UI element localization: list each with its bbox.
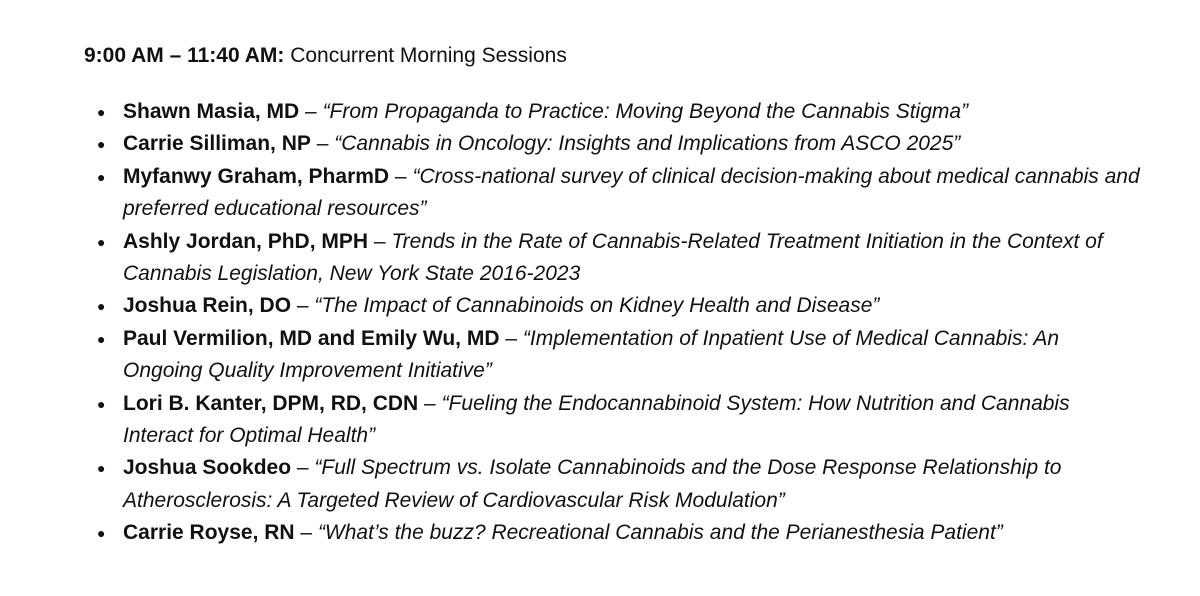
speaker-name: Joshua Rein, DO xyxy=(123,294,292,318)
list-item xyxy=(84,226,1143,291)
separator: – xyxy=(310,132,335,156)
talk-title: “Cannabis in Oncology: Insights and Implications from ASCO 2025” xyxy=(334,132,961,156)
speaker-name: Myfanwy Graham, PharmD xyxy=(123,164,390,188)
list-item xyxy=(84,517,1143,549)
bullet-icon: ● xyxy=(97,330,106,347)
bullet-icon: ● xyxy=(97,233,106,250)
list-item xyxy=(84,323,1143,388)
speaker-name: Paul Vermilion, MD and Emily Wu, MD xyxy=(123,326,500,350)
list-item xyxy=(84,128,1143,160)
bullet-icon: ● xyxy=(97,136,106,153)
separator: – xyxy=(499,326,523,350)
bullet-icon: ● xyxy=(97,395,106,412)
bullet-icon: ● xyxy=(97,525,106,542)
separator: – xyxy=(389,164,413,188)
talk-title: “Full Spectrum vs. Isolate Cannabinoids and the Dose Response Relationship to Atherosclerosis: A Targeted Review of Cardiovascular Risk Modulation” xyxy=(123,456,1062,512)
speaker-name: Lori B. Kanter, DPM, RD, CDN xyxy=(123,391,419,415)
bullet-icon: ● xyxy=(97,168,106,185)
list-item xyxy=(84,452,1143,517)
list-item xyxy=(84,96,1143,128)
bullet-icon: ● xyxy=(97,460,106,477)
talk-title: Trends in the Rate of Cannabis-Related Treatment Initiation in the Context of Cannabis Legislation, New York State 2016-2023 xyxy=(123,229,1103,286)
separator: – xyxy=(368,229,392,253)
talk-title: “Fueling the Endocannabinoid System: How Nutrition and Cannabis Interact for Optimal Health” xyxy=(123,391,1070,448)
bullet-icon: ● xyxy=(97,104,106,120)
speaker-name: Carrie Royse, RN xyxy=(123,521,295,545)
bullet-icon: ● xyxy=(97,298,106,315)
speaker-name: Shawn Masia, MD xyxy=(123,100,300,123)
speaker-name: Carrie Silliman, NP xyxy=(123,132,311,156)
talk-title: “Cross-national survey of clinical decision-making about medical cannabis and preferred educational resources” xyxy=(123,164,1140,221)
speaker-name: Joshua Sookdeo xyxy=(123,456,292,480)
talk-title: “What’s the buzz? Recreational Cannabis and the Perianesthesia Patient” xyxy=(317,521,1003,545)
list-item xyxy=(84,388,1143,453)
separator: – xyxy=(291,456,315,480)
separator: – xyxy=(418,391,442,415)
list-item xyxy=(84,161,1143,226)
session-heading xyxy=(84,40,1200,72)
session-list xyxy=(84,96,1200,550)
talk-title: “From Propaganda to Practice: Moving Beyond the Cannabis Stigma” xyxy=(322,100,969,123)
separator: – xyxy=(294,521,318,545)
session-time: 9:00 AM – 11:40 AM: xyxy=(84,44,285,67)
separator: – xyxy=(291,294,315,318)
speaker-name: Ashly Jordan, PhD, MPH xyxy=(123,229,369,253)
talk-title: “The Impact of Cannabinoids on Kidney Health and Disease” xyxy=(314,294,880,318)
list-item xyxy=(84,290,1143,322)
session-title: Concurrent Morning Sessions xyxy=(290,44,567,67)
separator: – xyxy=(299,100,323,123)
talk-title: “Implementation of Inpatient Use of Medical Cannabis: An Ongoing Quality Improvement Initiative” xyxy=(123,326,1060,383)
